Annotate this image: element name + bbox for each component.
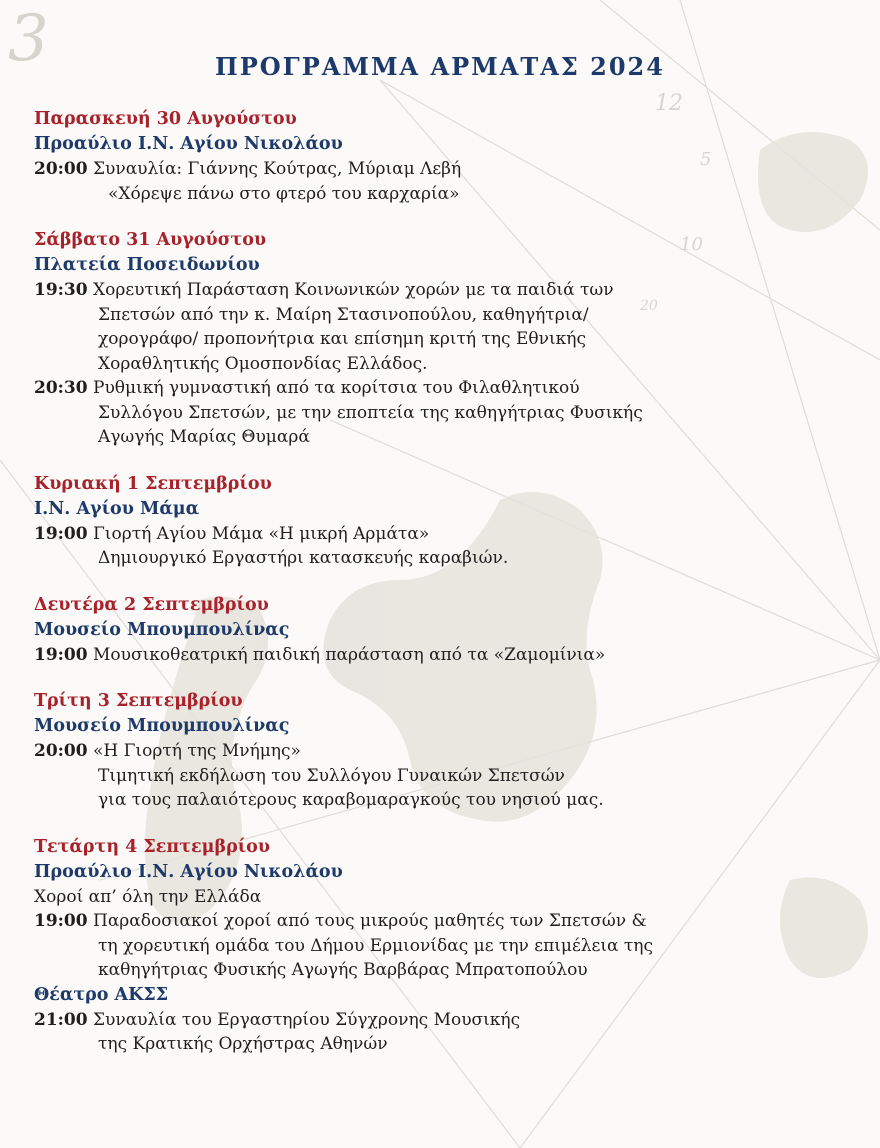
map-number-3: 3 xyxy=(8,2,49,76)
day-date: Σάββατο 31 Αυγούστου xyxy=(34,230,267,250)
schedule-line xyxy=(34,546,854,571)
event-text: Ρυθμική γυμναστική από τα κορίτσια του Φιλαθλητικού xyxy=(93,378,580,398)
schedule-line xyxy=(34,1008,854,1033)
event-time: 20:30 xyxy=(34,378,88,398)
schedule-line xyxy=(34,327,854,352)
schedule-line xyxy=(34,303,854,328)
event-time: 20:00 xyxy=(34,741,88,761)
event-text: Αγωγής Μαρίας Θυμαρά xyxy=(98,427,310,447)
schedule-line xyxy=(34,278,854,303)
event-text: τη χορευτική ομάδα του Δήμου Ερμιονίδας με την επιμέλεια της xyxy=(98,935,654,956)
schedule-line xyxy=(34,885,854,910)
schedule-line xyxy=(34,157,854,182)
event-text: για τους παλαιότερους καραβομαραγκούς του νησιού μας. xyxy=(98,790,604,810)
event-text: καθηγήτριας Φυσικής Αγωγής Βαρβάρας Μπρατοπούλου xyxy=(98,960,588,980)
svg-text:12: 12 xyxy=(655,91,683,116)
svg-text:10: 10 xyxy=(680,234,703,255)
schedule-line xyxy=(34,934,854,959)
event-text: Τιμητική εκδήλωση του Συλλόγου Γυναικών Σπετσών xyxy=(98,765,565,786)
schedule-line xyxy=(34,401,854,426)
venue-name: Προαύλιο Ι.Ν. Αγίου Νικολάου xyxy=(34,134,343,154)
venue-name: Πλατεία Ποσειδωνίου xyxy=(34,255,260,275)
event-time: 19:00 xyxy=(34,523,88,544)
schedule-line xyxy=(34,764,854,789)
event-text: Παραδοσιακοί χοροί από τους μικρούς μαθητές των Σπετσών & xyxy=(93,911,647,931)
event-time: 19:30 xyxy=(34,280,88,300)
event-time: 21:00 xyxy=(34,1009,88,1030)
day-block xyxy=(34,835,854,1057)
schedule-line xyxy=(34,643,854,668)
event-text: Συναυλία του Εργαστηρίου Σύγχρονης Μουσικής xyxy=(93,1009,521,1030)
venue-name: Μουσείο Μπουμπουλίνας xyxy=(34,619,290,640)
svg-text:20: 20 xyxy=(640,298,658,314)
day-date: Τετάρτη 4 Σεπτεμβρίου xyxy=(34,836,270,857)
day-block xyxy=(34,689,854,813)
schedule-line xyxy=(34,1032,854,1057)
event-text: «Χόρεψε πάνω στο φτερό του καρχαρία» xyxy=(108,183,460,204)
day-date: Παρασκευή 30 Αυγούστου xyxy=(34,109,297,129)
day-date: Τρίτη 3 Σεπτεμβρίου xyxy=(34,691,243,711)
schedule-line xyxy=(34,909,854,934)
day-block xyxy=(34,593,854,668)
venue-name: Θέατρο ΑΚΣΣ xyxy=(34,984,169,1005)
schedule-line xyxy=(34,182,854,207)
schedule-line xyxy=(34,739,854,764)
event-text: της Κρατικής Ορχήστρας Αθηνών xyxy=(98,1034,388,1054)
svg-text:5: 5 xyxy=(700,149,712,170)
page-title: ΠΡΟΓΡΑΜΜΑ ΑΡΜΑΤΑΣ 2024 xyxy=(215,52,665,81)
day-date: Κυριακή 1 Σεπτεμβρίου xyxy=(34,473,272,494)
day-block xyxy=(34,107,854,206)
schedule-line xyxy=(34,352,854,377)
venue-name: Ι.Ν. Αγίου Μάμα xyxy=(34,498,200,519)
event-time: 19:00 xyxy=(34,644,88,665)
event-text: Συλλόγου Σπετσών, με την εποπτεία της καθηγήτριας Φυσικής xyxy=(98,402,643,423)
day-block xyxy=(34,472,854,571)
venue-name: Μουσείο Μπουμπουλίνας xyxy=(34,716,290,736)
event-text: Χορευτική Παράσταση Κοινωνικών χορών με τα παιδιά των xyxy=(93,280,614,300)
event-text: Σπετσών από την κ. Μαίρη Στασινοπούλου, καθηγήτρια/ xyxy=(98,304,589,325)
event-text: Συναυλία: Γιάννης Κούτρας, Μύριαμ Λεβή xyxy=(93,159,462,179)
event-text: Γιορτή Αγίου Μάμα «Η μικρή Αρμάτα» xyxy=(93,523,430,544)
event-time: 20:00 xyxy=(34,159,88,179)
event-text: Δημιουργικό Εργαστήρι κατασκευής καραβιών. xyxy=(98,548,509,568)
event-text: «Η Γιορτή της Μνήμης» xyxy=(93,741,301,761)
event-text: Χοραθλητικής Ομοσπονδίας Ελλάδος. xyxy=(98,353,428,374)
event-text: Χοροί απ’ όλη την Ελλάδα xyxy=(34,886,262,907)
schedule xyxy=(34,107,854,1079)
schedule-line xyxy=(34,522,854,547)
venue-name: Προαύλιο Ι.Ν. Αγίου Νικολάου xyxy=(34,861,343,882)
day-date: Δευτέρα 2 Σεπτεμβρίου xyxy=(34,594,269,615)
schedule-line xyxy=(34,376,854,401)
event-time: 19:00 xyxy=(34,911,88,931)
schedule-line xyxy=(34,958,854,983)
event-text: χορογράφο/ προπονήτρια και επίσημη κριτή της Εθνικής xyxy=(98,329,586,349)
event-text: Μουσικοθεατρική παιδική παράσταση από τα «Ζαμομίνια» xyxy=(93,644,606,665)
day-block xyxy=(34,228,854,450)
schedule-line xyxy=(34,788,854,813)
schedule-line xyxy=(34,425,854,450)
